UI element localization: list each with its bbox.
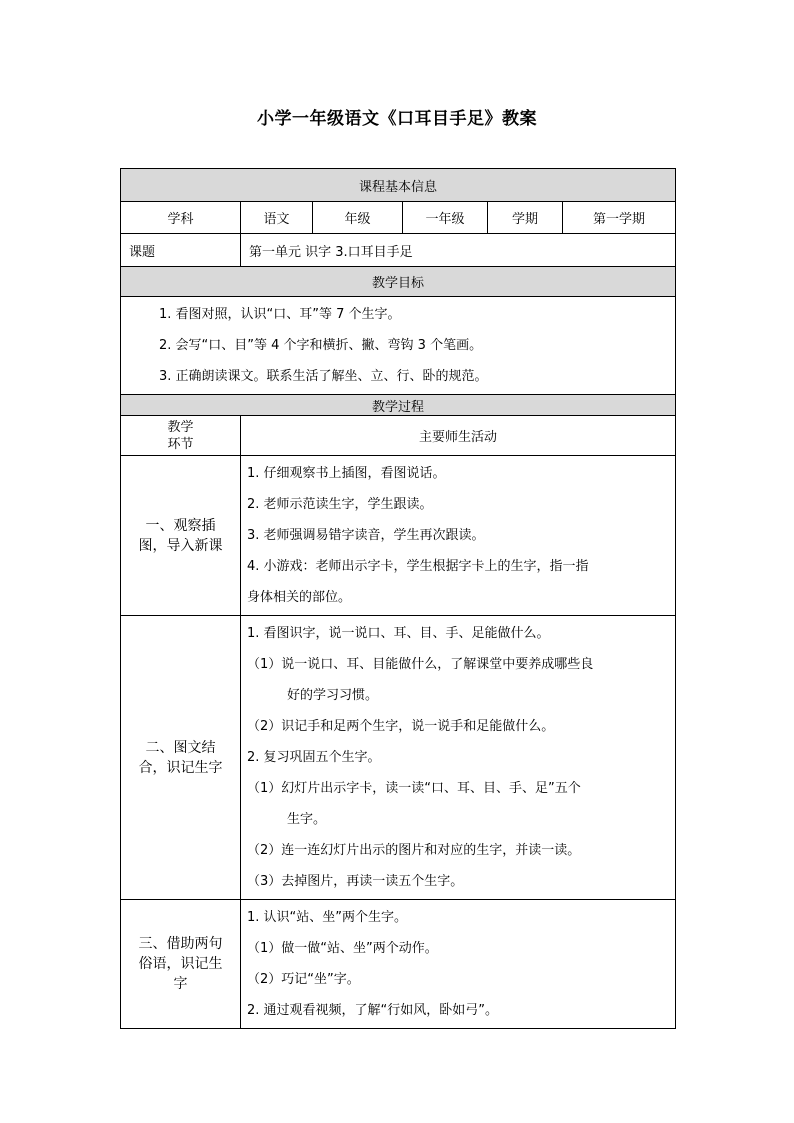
topic-row: [121, 234, 676, 267]
activity-line: （3）去掉图片，再读一读五个生字。: [247, 874, 464, 889]
activity-column-header: 主要师生活动: [241, 416, 676, 456]
basic-info-header-row: [121, 169, 676, 202]
goals-header-row: [121, 267, 676, 297]
activity-line: 生字。: [287, 812, 327, 827]
activity-line: 3. 老师强调易错字读音，学生再次跟读。: [247, 528, 485, 543]
stage-name-line: 一、观察插: [145, 517, 216, 534]
stage-row: [121, 456, 676, 616]
activity-line: （2）识记手和足两个生字，说一说手和足能做什么。: [247, 719, 555, 734]
activity-line: 1. 看图识字，说一说口、耳、目、手、足能做什么。: [247, 626, 550, 641]
activity-line: （2）连一连幻灯片出示的图片和对应的生字，并读一读。: [247, 843, 581, 858]
subject-value: 语文: [241, 202, 313, 234]
process-columns-row: [121, 416, 676, 456]
term-label: 学期: [488, 202, 563, 234]
stage-name-line: 字: [173, 976, 188, 992]
activity-line: 1. 仔细观察书上插图，看图说话。: [247, 466, 446, 481]
lesson-plan-table: [120, 168, 676, 1029]
stage-name-line: 俗语，识记生: [138, 956, 223, 972]
activity-line: 1. 认识“站、坐”两个生字。: [247, 910, 408, 925]
activity-line: （1）幻灯片出示字卡，读一读“口、耳、目、手、足”五个: [247, 781, 581, 796]
activity-line: 好的学习习惯。: [287, 688, 379, 703]
stage-column-header-line: 环节: [167, 436, 194, 452]
topic-value: 第一单元 识字 3.口耳目手足: [241, 234, 676, 267]
stage-column-header: [121, 416, 241, 456]
subject-label: 学科: [121, 202, 241, 234]
goal-item: 3. 正确朗读课文。联系生活了解坐、立、行、卧的规范。: [159, 369, 488, 384]
stage-name: [121, 616, 241, 900]
stage-name-line: 二、图文结: [145, 739, 216, 756]
stage-activities: [241, 616, 676, 900]
basic-info-row: [121, 202, 676, 234]
activity-line: 2. 老师示范读生字，学生跟读。: [247, 497, 433, 512]
goals-row: [121, 297, 676, 395]
activity-line: 身体相关的部位。: [247, 590, 352, 605]
process-header: 教学过程: [121, 395, 676, 416]
goal-item: 1. 看图对照，认识“口、耳”等 7 个生字。: [159, 307, 401, 322]
activity-line: （1）说一说口、耳、目能做什么，了解课堂中要养成哪些良: [247, 657, 594, 672]
stage-row: [121, 616, 676, 900]
goals-header: 教学目标: [121, 267, 676, 297]
stage-row: [121, 900, 676, 1029]
stage-name-line: 图，导入新课: [138, 537, 223, 554]
activity-line: 2. 复习巩固五个生字。: [247, 750, 381, 765]
stage-activities: [241, 900, 676, 1029]
stage-activities: [241, 456, 676, 616]
term-value: 第一学期: [563, 202, 676, 234]
stage-name: [121, 456, 241, 616]
process-header-row: [121, 395, 676, 416]
stage-name-line: 三、借助两句: [138, 936, 223, 952]
goal-item: 2. 会写“口、目”等 4 个字和横折、撇、弯钩 3 个笔画。: [159, 338, 483, 353]
basic-info-header: 课程基本信息: [121, 169, 676, 202]
activity-line: （1）做一做“站、坐”两个动作。: [247, 941, 438, 956]
stage-column-header-line: 教学: [167, 419, 194, 435]
goals-list: [121, 297, 676, 395]
grade-value: 一年级: [403, 202, 488, 234]
topic-label: 课题: [121, 234, 241, 267]
activity-line: 2. 通过观看视频，了解“行如风，卧如弓”。: [247, 1003, 499, 1018]
grade-label: 年级: [313, 202, 403, 234]
stage-name: [121, 900, 241, 1029]
activity-line: 4. 小游戏：老师出示字卡，学生根据字卡上的生字，指一指: [247, 559, 589, 574]
activity-line: （2）巧记“坐”字。: [247, 972, 360, 987]
document-title: 小学一年级语文《口耳目手足》教案: [257, 109, 537, 129]
stage-name-line: 合，识记生字: [138, 759, 223, 776]
